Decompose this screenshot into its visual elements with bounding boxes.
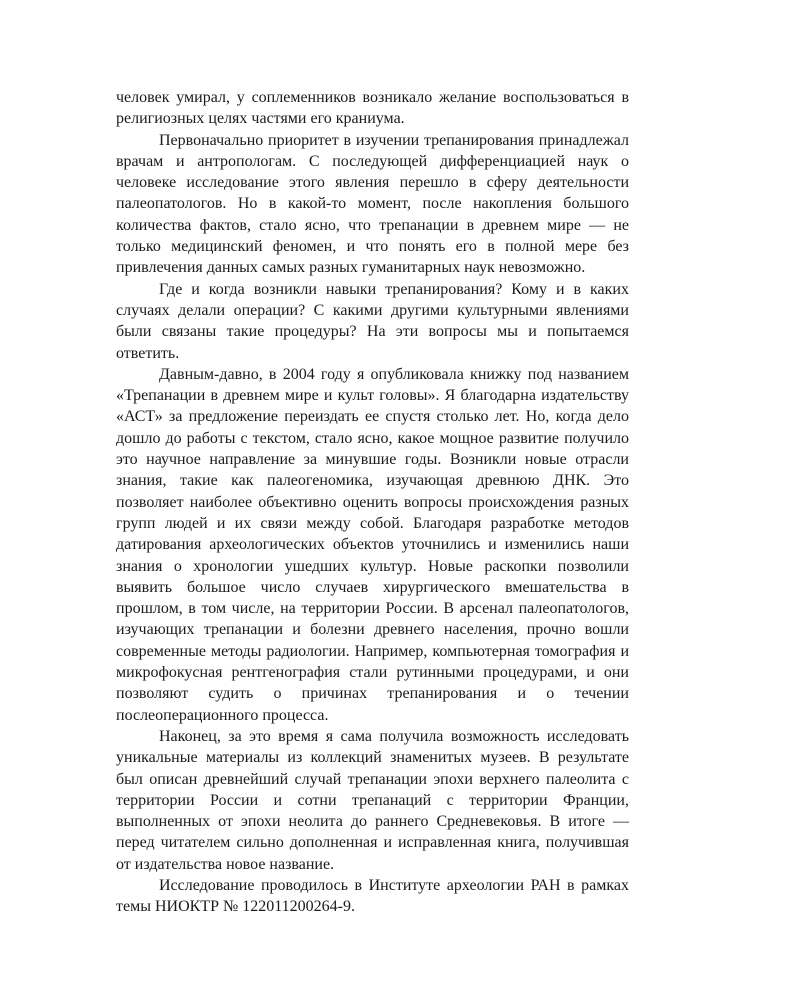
paragraph-2: Первоначально приоритет в изучении трепанирования принадлежал врачам и антропологам. С последующей дифференциацией наук о человеке исследование этого явления перешло в сферу деятельности палеопатологов. Но в какой-то момент, после накопления большого количества фактов, стало ясно, что трепанации в древнем мире — не только медицинский феномен, и что понять его в полной мере без привлечения данных самых разных гуманитарных наук невозможно.	[116, 131, 629, 277]
paragraph-3: Где и когда возникли навыки трепанирования? Кому и в каких случаях делали операции? С какими другими культурными явлениями были связаны такие процедуры? На эти вопросы мы и попытаемся ответить.	[116, 280, 629, 362]
paragraph-5: Наконец, за это время я сама получила возможность исследовать уникальные материалы из коллекций знаменитых музеев. В результате был описан древнейший случай трепанации эпохи верхнего палеолита с территории России и сотни трепанаций с территории Франции, выполненных от эпохи неолита до раннего Средневековья. В итоге — перед читателем сильно дополненная и исправленная книга, получившая от издательства новое название.	[116, 727, 629, 873]
paragraph-6: Исследование проводилось в Институте археологии РАН в рамках темы НИОКТР № 122011200264-9.	[116, 876, 629, 916]
book-page	[116, 87, 629, 918]
paragraph-4: Давным-давно, в 2004 году я опубликовала книжку под названием «Трепанации в древнем мире и культ головы». Я благодарна издательству «АСТ» за предложение переиздать ее спустя столько лет. Но, когда дело дошло до работы с текстом, стало ясно, какое мощное развитие получило это научное направление за минувшие годы. Возникли новые отрасли знания, такие как палеогеномика, изучающая древнюю ДНК. Это позволяет наиболее объективно оценить вопросы происхождения разных групп людей и их связи между собой. Благодаря разработке методов датирования археологических объектов уточнились и изменились наши знания о хронологии ушедших культур. Новые раскопки позволили выявить большое число случаев хирургического вмешательства в прошлом, в том числе, на территории России. В арсенал палеопатологов, изучающих трепанации и болезни древнего населения, прочно вошли современные методы радиологии. Например, компьютерная томография и микрофокусная рентгенография стали рутинными процедурами, и они позволяют судить о причинах трепанирования и о течении послеоперационного процесса.	[116, 365, 629, 724]
paragraph-1: человек умирал, у соплеменников возникало желание воспользоваться в религиозных целях частями его краниума.	[116, 89, 629, 128]
